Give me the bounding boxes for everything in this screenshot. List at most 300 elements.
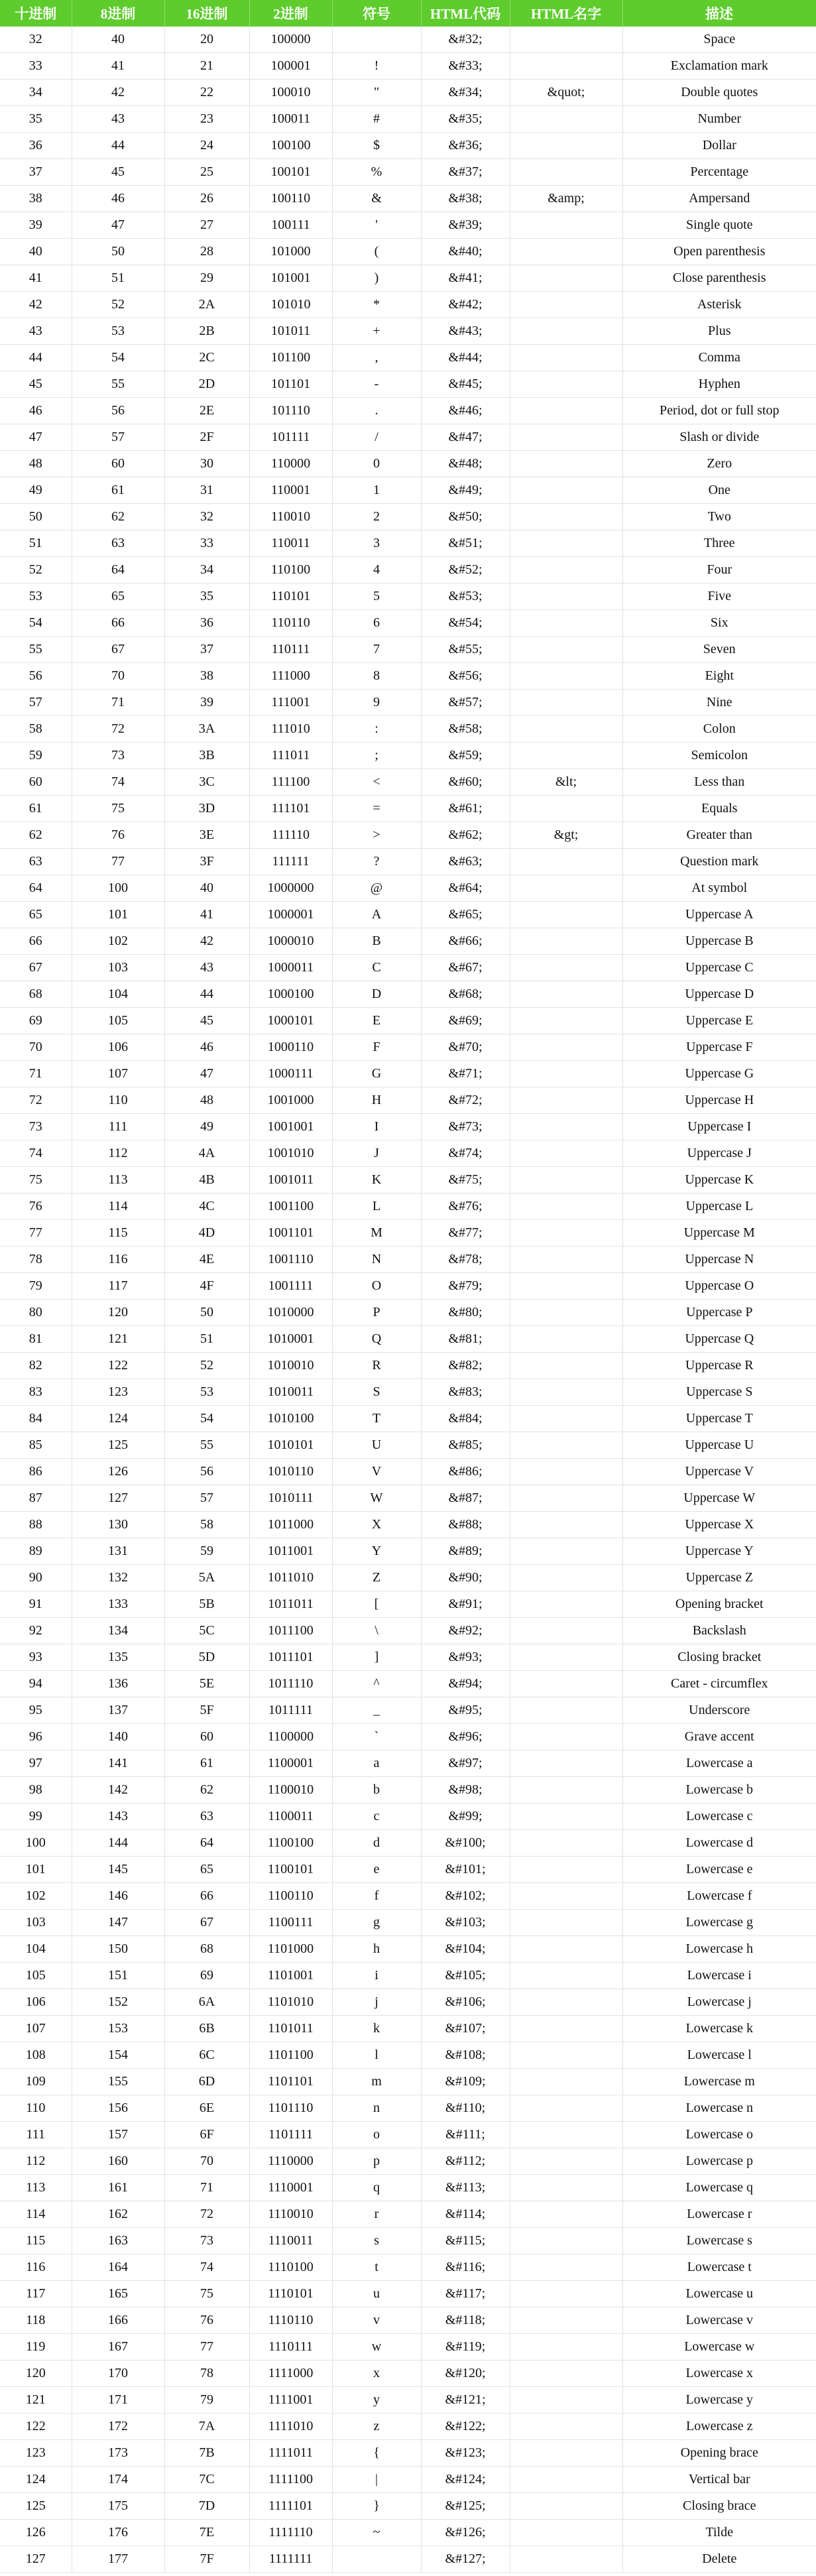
- cell-hex: 39: [164, 690, 249, 716]
- cell-html-code: &#117;: [421, 2281, 510, 2307]
- cell-hex: 2E: [164, 398, 249, 424]
- table-row: [0, 1247, 816, 1273]
- cell-hex: 4F: [164, 1273, 249, 1300]
- cell-symbol: =: [332, 796, 421, 822]
- column-header-decimal: 十进制: [0, 0, 72, 27]
- cell-decimal: 83: [0, 1379, 72, 1406]
- table-row: [0, 796, 816, 822]
- cell-octal: 51: [72, 265, 164, 292]
- table-row: [0, 981, 816, 1008]
- cell-hex: 78: [164, 2361, 249, 2387]
- cell-decimal: 52: [0, 557, 72, 583]
- cell-hex: 46: [164, 1034, 249, 1061]
- cell-symbol: \: [332, 1618, 421, 1644]
- cell-binary: 110000: [249, 451, 332, 477]
- cell-octal: 117: [72, 1273, 164, 1300]
- cell-description: Exclamation mark: [622, 53, 816, 80]
- cell-html-name: [510, 212, 622, 239]
- table-row: [0, 583, 816, 610]
- cell-hex: 2D: [164, 371, 249, 398]
- cell-octal: 142: [72, 1777, 164, 1804]
- cell-description: Uppercase A: [622, 902, 816, 928]
- cell-description: Opening bracket: [622, 1591, 816, 1618]
- cell-html-code: &#51;: [421, 530, 510, 557]
- cell-description: Uppercase B: [622, 928, 816, 955]
- cell-octal: 174: [72, 2467, 164, 2493]
- cell-binary: 110010: [249, 504, 332, 530]
- cell-symbol: z: [332, 2414, 421, 2440]
- cell-html-name: [510, 451, 622, 477]
- cell-hex: 5E: [164, 1671, 249, 1697]
- cell-symbol: t: [332, 2254, 421, 2281]
- cell-hex: 2C: [164, 345, 249, 371]
- cell-decimal: 37: [0, 159, 72, 186]
- cell-decimal: 40: [0, 239, 72, 265]
- cell-binary: 1110110: [249, 2307, 332, 2334]
- cell-binary: 1010101: [249, 1432, 332, 1459]
- cell-binary: 1110000: [249, 2148, 332, 2175]
- cell-decimal: 55: [0, 637, 72, 663]
- cell-decimal: 87: [0, 1485, 72, 1512]
- cell-binary: 110110: [249, 610, 332, 637]
- cell-binary: 100001: [249, 53, 332, 80]
- cell-octal: 123: [72, 1379, 164, 1406]
- table-row: [0, 716, 816, 743]
- cell-octal: 141: [72, 1750, 164, 1777]
- cell-binary: 1001100: [249, 1194, 332, 1220]
- cell-symbol: @: [332, 875, 421, 902]
- cell-hex: 20: [164, 27, 249, 53]
- cell-symbol: [: [332, 1591, 421, 1618]
- cell-decimal: 84: [0, 1406, 72, 1432]
- cell-symbol: f: [332, 1883, 421, 1910]
- cell-symbol: j: [332, 1989, 421, 2016]
- cell-binary: 1100001: [249, 1750, 332, 1777]
- cell-hex: 79: [164, 2387, 249, 2414]
- cell-html-name: &lt;: [510, 769, 622, 796]
- table-row: [0, 1671, 816, 1697]
- table-row: [0, 398, 816, 424]
- cell-octal: 127: [72, 1485, 164, 1512]
- table-row: [0, 2201, 816, 2228]
- cell-hex: 41: [164, 902, 249, 928]
- table-row: [0, 822, 816, 849]
- table-row: [0, 27, 816, 53]
- cell-decimal: 69: [0, 1008, 72, 1034]
- cell-html-name: [510, 1750, 622, 1777]
- cell-symbol: >: [332, 822, 421, 849]
- cell-symbol: !: [332, 53, 421, 80]
- cell-binary: 1111010: [249, 2414, 332, 2440]
- cell-decimal: 44: [0, 345, 72, 371]
- cell-hex: 5A: [164, 1565, 249, 1591]
- cell-binary: 111010: [249, 716, 332, 743]
- cell-binary: 1110100: [249, 2254, 332, 2281]
- cell-binary: 1011111: [249, 1697, 332, 1724]
- cell-hex: 43: [164, 955, 249, 981]
- cell-octal: 42: [72, 80, 164, 106]
- cell-octal: 171: [72, 2387, 164, 2414]
- cell-symbol: R: [332, 1353, 421, 1379]
- cell-octal: 71: [72, 690, 164, 716]
- cell-octal: 163: [72, 2228, 164, 2254]
- cell-symbol: o: [332, 2122, 421, 2148]
- cell-binary: 1101110: [249, 2095, 332, 2122]
- cell-binary: 1100110: [249, 1883, 332, 1910]
- cell-description: Uppercase X: [622, 1512, 816, 1538]
- cell-html-name: [510, 2281, 622, 2307]
- cell-hex: 5B: [164, 1591, 249, 1618]
- cell-symbol: c: [332, 1804, 421, 1830]
- cell-octal: 151: [72, 1963, 164, 1989]
- cell-hex: 25: [164, 159, 249, 186]
- cell-description: Uppercase Q: [622, 1326, 816, 1353]
- cell-hex: 37: [164, 637, 249, 663]
- cell-description: Lowercase e: [622, 1857, 816, 1883]
- cell-description: Close parenthesis: [622, 265, 816, 292]
- table-row: [0, 318, 816, 345]
- cell-html-name: [510, 2016, 622, 2042]
- cell-decimal: 89: [0, 1538, 72, 1565]
- table-row: [0, 1697, 816, 1724]
- table-row: [0, 239, 816, 265]
- cell-hex: 51: [164, 1326, 249, 1353]
- table-row: [0, 1140, 816, 1167]
- cell-description: Lowercase p: [622, 2148, 816, 2175]
- cell-decimal: 117: [0, 2281, 72, 2307]
- cell-decimal: 77: [0, 1220, 72, 1247]
- cell-octal: 67: [72, 637, 164, 663]
- cell-hex: 6D: [164, 2069, 249, 2095]
- cell-description: Eight: [622, 663, 816, 690]
- cell-html-code: &#112;: [421, 2148, 510, 2175]
- cell-symbol: _: [332, 1697, 421, 1724]
- cell-html-code: &#85;: [421, 1432, 510, 1459]
- cell-decimal: 53: [0, 583, 72, 610]
- cell-decimal: 38: [0, 186, 72, 212]
- cell-decimal: 115: [0, 2228, 72, 2254]
- cell-decimal: 79: [0, 1273, 72, 1300]
- cell-html-name: [510, 318, 622, 345]
- table-row: [0, 637, 816, 663]
- cell-hex: 32: [164, 504, 249, 530]
- cell-html-code: &#103;: [421, 1910, 510, 1936]
- cell-binary: 1001110: [249, 1247, 332, 1273]
- cell-html-name: [510, 2175, 622, 2201]
- cell-description: Lowercase v: [622, 2307, 816, 2334]
- cell-decimal: 39: [0, 212, 72, 239]
- cell-html-name: [510, 1644, 622, 1671]
- cell-symbol: e: [332, 1857, 421, 1883]
- cell-html-name: [510, 239, 622, 265]
- cell-description: Lowercase j: [622, 1989, 816, 2016]
- cell-symbol: k: [332, 2016, 421, 2042]
- cell-hex: 7B: [164, 2440, 249, 2467]
- table-row: [0, 2493, 816, 2520]
- table-row: [0, 212, 816, 239]
- cell-hex: 60: [164, 1724, 249, 1750]
- cell-hex: 3D: [164, 796, 249, 822]
- cell-decimal: 46: [0, 398, 72, 424]
- cell-binary: 100100: [249, 133, 332, 159]
- cell-octal: 75: [72, 796, 164, 822]
- cell-description: Lowercase q: [622, 2175, 816, 2201]
- table-row: [0, 2361, 816, 2387]
- cell-symbol: 2: [332, 504, 421, 530]
- cell-hex: 6F: [164, 2122, 249, 2148]
- cell-binary: 1000111: [249, 1061, 332, 1087]
- cell-decimal: 94: [0, 1671, 72, 1697]
- cell-octal: 55: [72, 371, 164, 398]
- table-row: [0, 451, 816, 477]
- cell-hex: 21: [164, 53, 249, 80]
- cell-html-code: &#41;: [421, 265, 510, 292]
- cell-decimal: 97: [0, 1750, 72, 1777]
- cell-symbol: ": [332, 80, 421, 106]
- cell-description: Uppercase H: [622, 1087, 816, 1114]
- cell-octal: 70: [72, 663, 164, 690]
- cell-octal: 60: [72, 451, 164, 477]
- cell-symbol: L: [332, 1194, 421, 1220]
- cell-hex: 68: [164, 1936, 249, 1963]
- cell-html-name: [510, 345, 622, 371]
- cell-hex: 26: [164, 186, 249, 212]
- cell-description: Asterisk: [622, 292, 816, 318]
- table-row: [0, 1724, 816, 1750]
- cell-html-code: &#81;: [421, 1326, 510, 1353]
- cell-binary: 101010: [249, 292, 332, 318]
- cell-html-code: &#77;: [421, 1220, 510, 1247]
- table-body: [0, 27, 816, 2573]
- cell-description: Single quote: [622, 212, 816, 239]
- cell-html-name: [510, 424, 622, 451]
- cell-description: Lowercase f: [622, 1883, 816, 1910]
- cell-hex: 4A: [164, 1140, 249, 1167]
- cell-binary: 1100101: [249, 1857, 332, 1883]
- cell-description: Percentage: [622, 159, 816, 186]
- cell-html-code: &#123;: [421, 2440, 510, 2467]
- table-row: [0, 1194, 816, 1220]
- table-row: [0, 955, 816, 981]
- cell-hex: 77: [164, 2334, 249, 2361]
- cell-symbol: q: [332, 2175, 421, 2201]
- cell-html-code: &#40;: [421, 239, 510, 265]
- cell-decimal: 56: [0, 663, 72, 690]
- cell-decimal: 109: [0, 2069, 72, 2095]
- cell-html-name: [510, 637, 622, 663]
- cell-hex: 72: [164, 2201, 249, 2228]
- cell-html-code: &#54;: [421, 610, 510, 637]
- cell-binary: 101101: [249, 371, 332, 398]
- cell-description: Uppercase O: [622, 1273, 816, 1300]
- cell-html-name: [510, 1538, 622, 1565]
- cell-octal: 167: [72, 2334, 164, 2361]
- cell-symbol: u: [332, 2281, 421, 2307]
- cell-html-code: &#46;: [421, 398, 510, 424]
- table-row: [0, 345, 816, 371]
- cell-binary: 101100: [249, 345, 332, 371]
- cell-html-name: [510, 1512, 622, 1538]
- cell-html-code: &#35;: [421, 106, 510, 133]
- cell-description: Comma: [622, 345, 816, 371]
- cell-decimal: 48: [0, 451, 72, 477]
- cell-symbol: 0: [332, 451, 421, 477]
- cell-description: Less than: [622, 769, 816, 796]
- cell-binary: 1111110: [249, 2520, 332, 2546]
- cell-description: Semicolon: [622, 743, 816, 769]
- cell-description: Closing brace: [622, 2493, 816, 2520]
- cell-description: Uppercase N: [622, 1247, 816, 1273]
- table-row: [0, 371, 816, 398]
- cell-html-code: &#110;: [421, 2095, 510, 2122]
- cell-symbol: {: [332, 2440, 421, 2467]
- cell-decimal: 108: [0, 2042, 72, 2069]
- table-row: [0, 1883, 816, 1910]
- cell-symbol: H: [332, 1087, 421, 1114]
- cell-description: Lowercase o: [622, 2122, 816, 2148]
- cell-symbol: b: [332, 1777, 421, 1804]
- table-row: [0, 2440, 816, 2467]
- cell-decimal: 122: [0, 2414, 72, 2440]
- cell-binary: 1110111: [249, 2334, 332, 2361]
- cell-html-name: [510, 1830, 622, 1857]
- cell-html-name: [510, 1114, 622, 1140]
- cell-octal: 73: [72, 743, 164, 769]
- cell-html-code: &#86;: [421, 1459, 510, 1485]
- cell-symbol: [332, 2546, 421, 2573]
- table-row: [0, 1459, 816, 1485]
- cell-html-code: &#88;: [421, 1512, 510, 1538]
- cell-html-name: [510, 955, 622, 981]
- cell-html-code: &#124;: [421, 2467, 510, 2493]
- cell-hex: 59: [164, 1538, 249, 1565]
- cell-octal: 106: [72, 1034, 164, 1061]
- cell-html-name: [510, 159, 622, 186]
- cell-hex: 53: [164, 1379, 249, 1406]
- cell-html-name: [510, 1167, 622, 1194]
- cell-description: Uppercase C: [622, 955, 816, 981]
- cell-decimal: 85: [0, 1432, 72, 1459]
- cell-description: Two: [622, 504, 816, 530]
- cell-hex: 2A: [164, 292, 249, 318]
- cell-binary: 1000010: [249, 928, 332, 955]
- cell-octal: 111: [72, 1114, 164, 1140]
- cell-description: Three: [622, 530, 816, 557]
- table-row: [0, 2467, 816, 2493]
- cell-hex: 29: [164, 265, 249, 292]
- cell-binary: 111110: [249, 822, 332, 849]
- table-row: [0, 477, 816, 504]
- column-header-octal: 8进制: [72, 0, 164, 27]
- cell-description: Underscore: [622, 1697, 816, 1724]
- cell-hex: 3C: [164, 769, 249, 796]
- cell-html-name: [510, 1061, 622, 1087]
- cell-html-code: &#59;: [421, 743, 510, 769]
- cell-decimal: 119: [0, 2334, 72, 2361]
- cell-hex: 5D: [164, 1644, 249, 1671]
- cell-description: Lowercase z: [622, 2414, 816, 2440]
- cell-hex: 35: [164, 583, 249, 610]
- cell-hex: 4D: [164, 1220, 249, 1247]
- cell-symbol: d: [332, 1830, 421, 1857]
- cell-decimal: 73: [0, 1114, 72, 1140]
- cell-hex: 69: [164, 1963, 249, 1989]
- cell-description: Dollar: [622, 133, 816, 159]
- cell-symbol: }: [332, 2493, 421, 2520]
- cell-html-code: &#91;: [421, 1591, 510, 1618]
- cell-description: Lowercase x: [622, 2361, 816, 2387]
- cell-description: Slash or divide: [622, 424, 816, 451]
- cell-binary: 111100: [249, 769, 332, 796]
- cell-hex: 62: [164, 1777, 249, 1804]
- cell-hex: 4E: [164, 1247, 249, 1273]
- table-row: [0, 292, 816, 318]
- cell-hex: 44: [164, 981, 249, 1008]
- cell-octal: 101: [72, 902, 164, 928]
- cell-description: Vertical bar: [622, 2467, 816, 2493]
- cell-octal: 100: [72, 875, 164, 902]
- cell-decimal: 75: [0, 1167, 72, 1194]
- cell-html-code: &#90;: [421, 1565, 510, 1591]
- table-row: [0, 1034, 816, 1061]
- cell-description: Six: [622, 610, 816, 637]
- cell-decimal: 61: [0, 796, 72, 822]
- cell-binary: 1101111: [249, 2122, 332, 2148]
- cell-html-code: &#102;: [421, 1883, 510, 1910]
- cell-octal: 44: [72, 133, 164, 159]
- cell-octal: 143: [72, 1804, 164, 1830]
- table-row: [0, 1750, 816, 1777]
- table-row: [0, 1273, 816, 1300]
- cell-description: Seven: [622, 637, 816, 663]
- table-row: [0, 53, 816, 80]
- cell-octal: 165: [72, 2281, 164, 2307]
- cell-description: Lowercase m: [622, 2069, 816, 2095]
- cell-html-name: [510, 2414, 622, 2440]
- cell-description: Opening brace: [622, 2440, 816, 2467]
- cell-binary: 100000: [249, 27, 332, 53]
- table-row: [0, 743, 816, 769]
- cell-decimal: 125: [0, 2493, 72, 2520]
- cell-html-name: [510, 1485, 622, 1512]
- cell-decimal: 81: [0, 1326, 72, 1353]
- cell-symbol: P: [332, 1300, 421, 1326]
- cell-octal: 107: [72, 1061, 164, 1087]
- cell-octal: 56: [72, 398, 164, 424]
- cell-hex: 49: [164, 1114, 249, 1140]
- cell-hex: 28: [164, 239, 249, 265]
- cell-description: Double quotes: [622, 80, 816, 106]
- cell-html-code: &#89;: [421, 1538, 510, 1565]
- cell-decimal: 90: [0, 1565, 72, 1591]
- cell-symbol: l: [332, 2042, 421, 2069]
- cell-html-code: &#61;: [421, 796, 510, 822]
- cell-binary: 1111100: [249, 2467, 332, 2493]
- cell-binary: 111111: [249, 849, 332, 875]
- table-row: [0, 1591, 816, 1618]
- cell-symbol: [332, 27, 421, 53]
- cell-symbol: G: [332, 1061, 421, 1087]
- cell-symbol: |: [332, 2467, 421, 2493]
- cell-octal: 160: [72, 2148, 164, 2175]
- cell-octal: 65: [72, 583, 164, 610]
- table-row: [0, 1061, 816, 1087]
- cell-octal: 134: [72, 1618, 164, 1644]
- cell-binary: 1000000: [249, 875, 332, 902]
- cell-html-code: &#119;: [421, 2334, 510, 2361]
- cell-description: Colon: [622, 716, 816, 743]
- cell-html-code: &#118;: [421, 2307, 510, 2334]
